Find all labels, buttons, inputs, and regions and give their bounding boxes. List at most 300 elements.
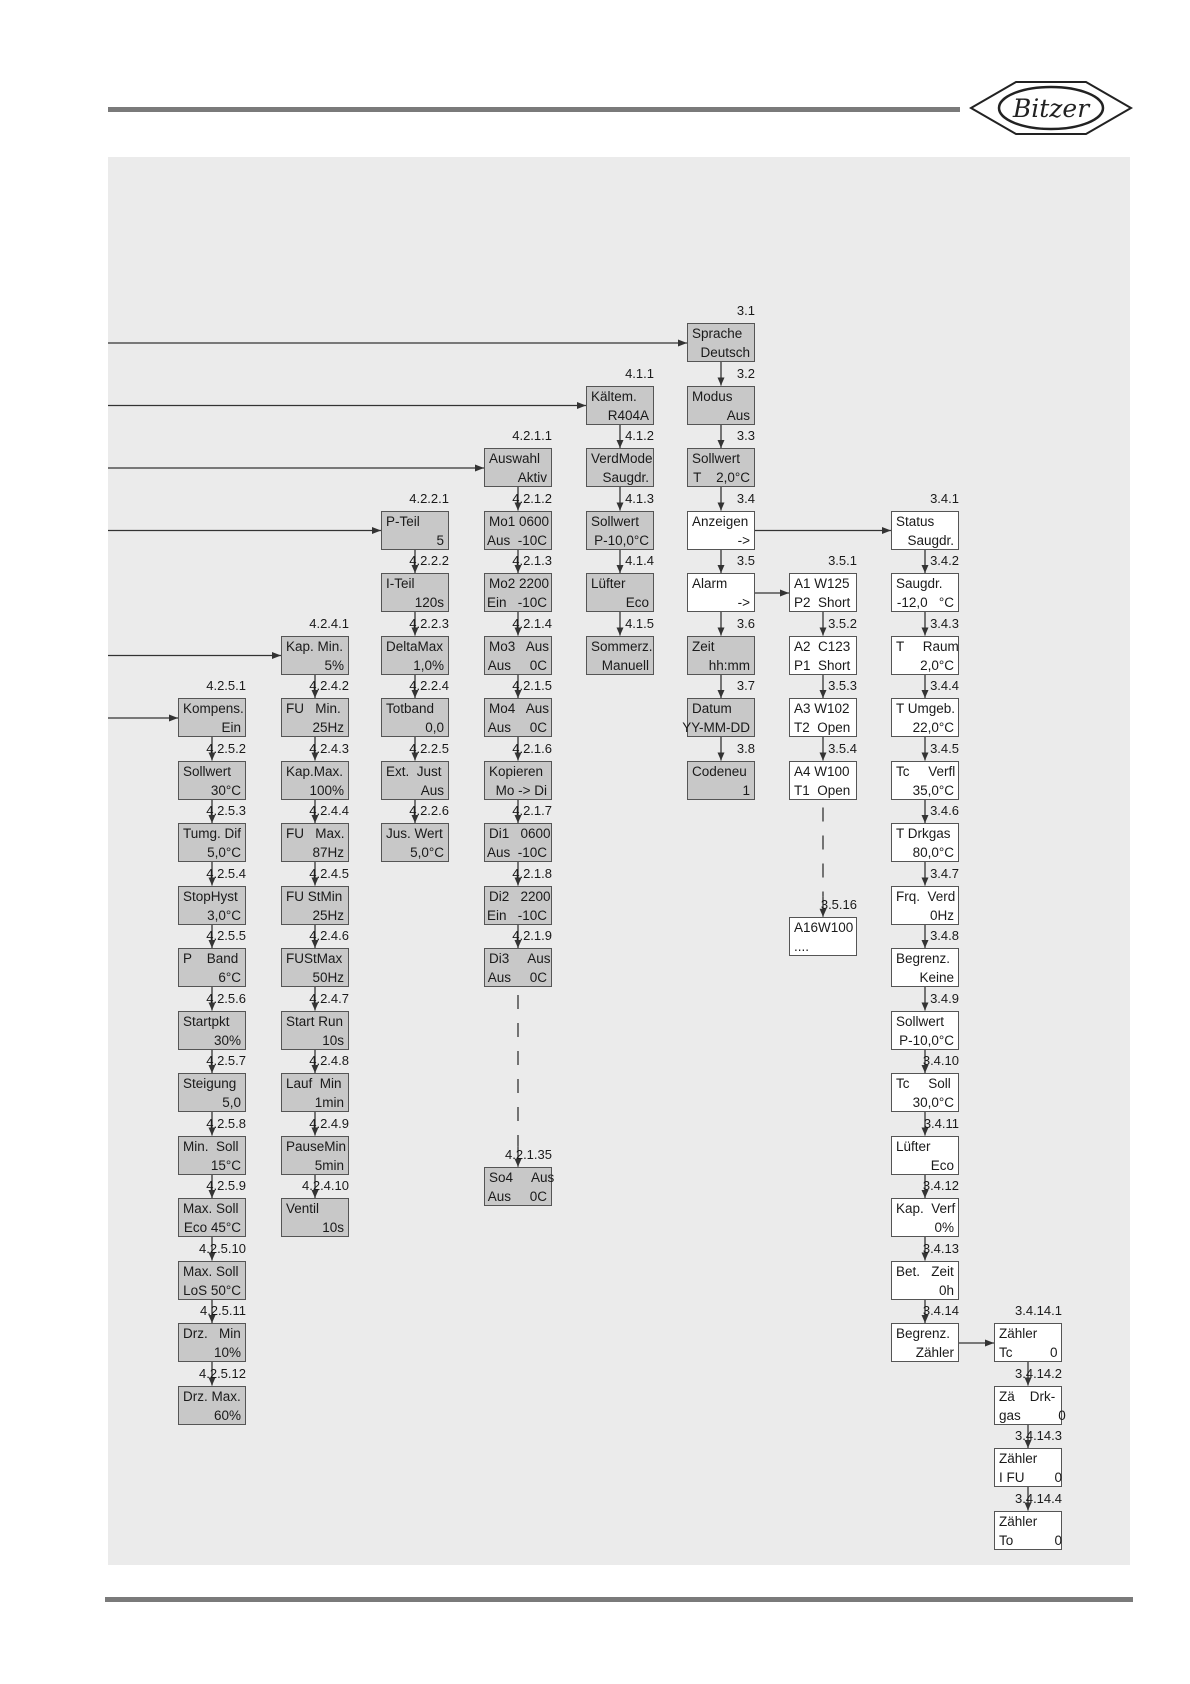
- logo-text: Bitzer: [1012, 94, 1090, 123]
- menu-number: 4.2.4.2: [309, 678, 349, 693]
- menu-number: 4.2.4.1: [309, 615, 349, 631]
- menu-box-line2: 100%: [309, 782, 344, 798]
- menu-box-line2: 5: [436, 532, 444, 548]
- menu-box-line1: Sollwert: [591, 513, 640, 529]
- menu-box-4-2-2-1: [381, 511, 449, 550]
- menu-number: 4.2.4.9: [309, 1115, 349, 1131]
- menu-box-3-4-14-1: [994, 1323, 1062, 1362]
- menu-box-4-2-1-4: [484, 636, 552, 675]
- menu-box-line2: 25Hz: [312, 720, 344, 735]
- menu-box-line1: Frq. Verd: [896, 888, 956, 904]
- menu-box-3-4-14-3: [994, 1448, 1062, 1487]
- menu-box-line2: 0h: [938, 1282, 954, 1298]
- menu-box-4-1-3: [586, 511, 654, 550]
- menu-number: 4.2.4.3: [309, 740, 349, 756]
- menu-box-line1: FU StMin: [286, 888, 343, 904]
- menu-box-line2: T 2,0°C: [693, 470, 750, 485]
- arrow-down: [820, 628, 827, 636]
- menu-box-line1: Lüfter: [591, 576, 626, 591]
- menu-box-line1: Lauf Min: [286, 1076, 342, 1091]
- menu-box-4-2-4-7: [281, 1011, 349, 1050]
- menu-number: 4.2.1.7: [512, 803, 552, 818]
- menu-number: 4.2.4.7: [309, 990, 349, 1006]
- arrow-right: [272, 652, 281, 659]
- menu-box-line2: 5,0: [222, 1095, 241, 1110]
- menu-number: 4.2.5.10: [199, 1240, 246, 1256]
- menu-box-3-5-1: [789, 573, 857, 612]
- menu-box-line1: T Drkgas: [896, 826, 951, 841]
- menu-box-4-1-1: [586, 386, 654, 425]
- menu-box-line1: A3 W102: [794, 701, 850, 716]
- menu-box-4-2-5-12: [178, 1386, 246, 1425]
- menu-number: 4.1.2: [625, 428, 654, 443]
- menu-number: 3.4.7: [930, 865, 959, 881]
- menu-box-line2: 35,0°C: [912, 782, 954, 798]
- menu-number: 4.2.4.4: [309, 803, 349, 818]
- menu-box-line1: P-Teil: [386, 513, 420, 529]
- menu-number: 4.2.1.6: [512, 740, 552, 756]
- menu-box-line1: Max. Soll: [183, 1201, 239, 1216]
- menu-box-line2: Aus 0C: [487, 657, 547, 673]
- menu-number: 4.2.2.3: [409, 615, 449, 631]
- menu-box-line1: Startpkt: [183, 1013, 230, 1029]
- menu-box-line1: Datum: [692, 701, 732, 716]
- arrow-down: [922, 815, 929, 823]
- menu-box-line2: 1,0%: [413, 657, 444, 673]
- menu-box-line1: Kap.Max.: [286, 763, 344, 779]
- menu-box-line2: Mo -> Di: [495, 782, 547, 798]
- menu-box-line2: ->: [737, 595, 750, 610]
- menu-number: 3.4.2: [930, 553, 959, 568]
- arrow-down: [922, 940, 929, 948]
- menu-box-line2: Saugdr.: [907, 532, 954, 548]
- menu-box-line1: Kältem.: [591, 388, 637, 404]
- menu-box-line2: 0%: [934, 1220, 954, 1235]
- menu-number: 4.1.4: [625, 553, 654, 568]
- menu-number: 3.5.3: [828, 678, 857, 693]
- menu-box-line1: Min. Soll: [183, 1138, 239, 1154]
- menu-box-3-4-4: [891, 698, 959, 737]
- menu-number: 4.2.1.1: [512, 428, 552, 443]
- menu-box-line1: Zähler: [999, 1513, 1038, 1529]
- menu-box-line2: LoS 50°C: [183, 1282, 241, 1298]
- menu-box-line2: To 0: [999, 1532, 1063, 1548]
- menu-box-3-4-7: [891, 886, 959, 925]
- menu-box-line1: FUStMax: [286, 951, 343, 966]
- menu-box-line1: Begrenz.: [896, 1326, 951, 1341]
- menu-box-line1: Jus. Wert: [386, 826, 443, 841]
- menu-box-line1: Sollwert: [692, 451, 741, 466]
- menu-box-line1: Kompens.: [183, 701, 244, 716]
- menu-box-line2: Manuell: [601, 657, 649, 673]
- menu-box-line2: Saugdr.: [602, 470, 649, 485]
- menu-number: 3.4.14.3: [1015, 1428, 1062, 1443]
- menu-number: 4.2.5.2: [206, 740, 246, 756]
- menu-box-line2: T2 Open: [794, 720, 851, 735]
- menu-box-line2: Ein -10C: [486, 907, 547, 923]
- menu-box-line1: Zähler: [999, 1326, 1038, 1341]
- menu-box-line1: A4 W100: [794, 763, 850, 779]
- menu-box-line1: Di1 0600: [489, 826, 551, 841]
- menu-number: 3.8: [736, 740, 755, 756]
- menu-number: 4.1.1: [625, 365, 654, 381]
- arrow-down: [617, 565, 624, 573]
- menu-number: 4.2.2.6: [409, 803, 449, 818]
- menu-number: 3.4.5: [930, 740, 959, 756]
- menu-box-4-2-2-6: [381, 823, 449, 862]
- menu-box-line1: Tumg. Dif: [183, 826, 242, 841]
- menu-box-line2: Aus -10C: [486, 845, 547, 860]
- menu-box-line1: Zeit: [692, 638, 715, 654]
- menu-number: 4.2.5.6: [206, 990, 246, 1006]
- menu-box-line1: Codeneu: [692, 763, 747, 779]
- menu-box-4-2-5-2: [178, 761, 246, 800]
- menu-box-line1: Saugdr.: [896, 576, 943, 591]
- menu-box-line1: Tc Soll: [896, 1076, 951, 1091]
- menu-box-line1: FU Min.: [286, 701, 341, 716]
- menu-box-4-2-4-1: [281, 636, 349, 675]
- arrow-down: [718, 628, 725, 636]
- menu-box-line2: 60%: [213, 1407, 241, 1423]
- menu-box-line1: Sommerz.: [591, 638, 653, 654]
- menu-box-line2: hh:mm: [708, 657, 750, 673]
- menu-box-line1: Auswahl: [489, 451, 541, 466]
- menu-number: 4.2.4.5: [309, 865, 349, 881]
- menu-box-4-2-5-3: [178, 823, 246, 862]
- menu-box-3-3: [687, 448, 755, 487]
- menu-box-line1: So4 Aus: [489, 1169, 555, 1185]
- menu-box-line2: R404A: [607, 407, 649, 423]
- menu-box-line1: Kap. Verf: [896, 1201, 956, 1216]
- menu-number: 4.2.2.5: [409, 740, 449, 756]
- menu-box-line2: 2,0°C: [920, 657, 954, 673]
- menu-box-line2: Eco: [930, 1157, 954, 1173]
- arrow-down: [922, 628, 929, 636]
- menu-box-line1: A16W100: [794, 919, 854, 935]
- menu-box-line2: 25Hz: [312, 907, 344, 923]
- menu-box-line2: 120s: [414, 595, 444, 610]
- menu-box-4-2-1-9: [484, 948, 552, 987]
- menu-box-line2: Keine: [919, 970, 954, 985]
- menu-box-4-2-5-1: [178, 698, 246, 737]
- menu-box-3-4-12: [891, 1198, 959, 1237]
- menu-box-line1: Start Run: [286, 1013, 344, 1029]
- menu-box-3-8: [687, 761, 755, 800]
- arrow-down: [718, 503, 725, 511]
- menu-box-line2: 6°C: [218, 970, 241, 985]
- arrow-down: [922, 565, 929, 573]
- menu-box-line2: Aus 0C: [487, 1188, 547, 1204]
- menu-box-line1: P Band: [183, 951, 239, 966]
- menu-box-line2: Aus: [726, 407, 750, 423]
- menu-box-4-2-4-6: [281, 948, 349, 987]
- menu-box-line1: A2 C123: [794, 638, 851, 654]
- menu-box-line1: T Umgeb.: [896, 701, 956, 716]
- menu-number: 4.2.5.3: [206, 803, 246, 818]
- menu-box-3-7: [682, 698, 755, 737]
- menu-box-4-2-4-8: [281, 1073, 349, 1112]
- menu-box-line2: 3,0°C: [207, 907, 241, 923]
- menu-box-line2: 22,0°C: [912, 720, 954, 735]
- arrow-down: [922, 1003, 929, 1011]
- arrow-down: [922, 690, 929, 698]
- menu-number: 3.4.14.1: [1015, 1303, 1062, 1318]
- menu-box-line2: 80,0°C: [912, 845, 954, 860]
- menu-box-line1: DeltaMax: [386, 638, 444, 654]
- menu-box-line2: YY-MM-DD: [682, 720, 750, 735]
- menu-number: 4.2.4.10: [302, 1178, 349, 1193]
- menu-number: 4.2.5.8: [206, 1115, 246, 1131]
- menu-box-4-2-4-4: [281, 823, 349, 862]
- menu-box-4-2-4-3: [281, 761, 349, 800]
- arrow-right: [678, 340, 687, 347]
- menu-number: 3.6: [736, 615, 755, 631]
- menu-box-line2: I FU 0: [999, 1470, 1063, 1485]
- menu-number: 4.2.1.4: [512, 615, 552, 631]
- menu-box-line2: -12,0 °C: [896, 595, 954, 610]
- menu-box-4-2-1-8: [484, 886, 552, 925]
- menu-number: 4.1.5: [625, 615, 654, 631]
- menu-box-4-2-1-2: [484, 511, 552, 550]
- menu-box-4-2-1-35: [484, 1167, 555, 1206]
- menu-box-line2: 0,0: [425, 720, 444, 735]
- arrow-down: [820, 753, 827, 761]
- menu-box-line2: Ein -10C: [486, 595, 547, 610]
- menu-box-line2: 15°C: [210, 1157, 241, 1173]
- arrow-down: [718, 753, 725, 761]
- menu-box-3-4-14-4: [994, 1511, 1062, 1550]
- menu-box-4-2-2-4: [381, 698, 449, 737]
- menu-box-4-2-1-1: [484, 448, 552, 487]
- menu-box-4-2-5-5: [178, 948, 246, 987]
- arrow-down: [922, 753, 929, 761]
- menu-box-3-4-10: [891, 1073, 959, 1112]
- menu-box-line1: Sollwert: [183, 763, 232, 779]
- menu-number: 4.2.1.3: [512, 553, 552, 568]
- menu-number: 4.2.5.5: [206, 928, 246, 943]
- menu-number: 4.2.1.9: [512, 928, 552, 943]
- menu-box-line1: T Raum: [896, 638, 959, 654]
- menu-number: 4.2.2.1: [409, 490, 449, 506]
- menu-box-line2: 10s: [322, 1032, 344, 1048]
- menu-number: 4.2.5.11: [199, 1303, 246, 1318]
- menu-box-3-4-11: [891, 1136, 959, 1175]
- arrow-right: [985, 1340, 994, 1347]
- menu-number: 4.2.1.2: [512, 490, 552, 506]
- menu-number: 3.1: [736, 303, 755, 318]
- menu-box-line1: I-Teil: [386, 576, 415, 591]
- menu-number: 3.4.6: [930, 803, 959, 818]
- menu-number: 4.1.3: [625, 490, 654, 506]
- menu-box-line2: 10%: [213, 1345, 241, 1360]
- menu-box-4-2-5-7: [178, 1073, 246, 1112]
- menu-number: 4.2.5.9: [206, 1178, 246, 1193]
- menu-box-4-2-4-2: [281, 698, 349, 737]
- menu-number: 4.2.5.12: [199, 1365, 246, 1381]
- menu-box-4-2-1-6: [484, 761, 552, 800]
- menu-box-line2: 1: [742, 782, 750, 798]
- arrow-right: [372, 527, 381, 534]
- menu-box-line2: 30,0°C: [912, 1095, 954, 1110]
- arrow-down: [617, 503, 624, 511]
- menu-box-line2: ....: [794, 938, 810, 954]
- menu-number: 4.2.4.6: [309, 928, 349, 943]
- menu-number: 3.4.13: [922, 1240, 959, 1256]
- menu-box-line1: Max. Soll: [183, 1263, 239, 1279]
- menu-number: 4.2.2.4: [409, 678, 449, 693]
- menu-number: 3.4.3: [930, 615, 959, 631]
- menu-box-3-5-3: [789, 698, 857, 737]
- menu-number: 4.2.4.8: [309, 1053, 349, 1068]
- menu-box-3-4-8: [891, 948, 959, 987]
- menu-number: 3.4.8: [930, 928, 959, 943]
- menu-box-line1: Mo1 0600: [489, 513, 550, 529]
- menu-number: 3.3: [736, 428, 755, 443]
- menu-box-line1: Totband: [386, 701, 435, 716]
- menu-box-line1: Sollwert: [896, 1013, 945, 1029]
- menu-box-line2: 0Hz: [929, 907, 954, 923]
- menu-box-line2: Deutsch: [700, 345, 750, 360]
- menu-box-line2: 87Hz: [312, 845, 344, 860]
- menu-box-3-4-1: [891, 511, 959, 550]
- menu-box-line1: StopHyst: [183, 888, 238, 904]
- menu-box-line2: T1 Open: [794, 782, 851, 798]
- menu-box-3-4-6: [891, 823, 959, 862]
- arrow-right: [169, 715, 178, 722]
- menu-box-line1: PauseMin: [286, 1138, 347, 1154]
- menu-box-line2: 5,0°C: [410, 845, 444, 860]
- menu-box-line1: Ventil: [286, 1201, 320, 1216]
- menu-box-line2: Eco: [625, 595, 649, 610]
- menu-box-line1: Zähler: [999, 1451, 1038, 1466]
- menu-number: 3.4.4: [930, 678, 959, 693]
- menu-box-line1: Steigung: [183, 1076, 237, 1091]
- menu-box-3-6: [687, 636, 755, 675]
- menu-number: 4.2.1.8: [512, 865, 552, 881]
- menu-box-line2: Eco 45°C: [183, 1220, 241, 1235]
- menu-box-3-5-2: [789, 636, 857, 675]
- menu-box-line1: FU Max.: [286, 826, 345, 841]
- menu-number: 4.2.1.5: [512, 678, 552, 693]
- menu-box-4-2-1-7: [484, 823, 552, 862]
- menu-box-3-4-14: [891, 1323, 959, 1362]
- menu-number: 3.4.14.2: [1015, 1365, 1062, 1381]
- arrow-down: [718, 565, 725, 573]
- menu-box-3-4-14-2: [994, 1386, 1066, 1425]
- menu-box-3-4-2: [891, 573, 959, 612]
- menu-box-line1: Modus: [692, 388, 733, 404]
- menu-box-line2: P-10,0°C: [899, 1032, 954, 1048]
- arrow-down: [718, 378, 725, 386]
- menu-box-line2: 5%: [324, 657, 344, 673]
- menu-box-line1: Mo4 Aus: [489, 701, 550, 716]
- arrow-down: [922, 878, 929, 886]
- menu-box-4-1-5: [586, 636, 654, 675]
- menu-box-line2: Aus 0C: [487, 720, 547, 735]
- arrow-right: [780, 590, 789, 597]
- menu-box-line2: ->: [737, 532, 750, 548]
- menu-number: 3.4.1: [930, 490, 959, 506]
- menu-box-3-2: [687, 386, 755, 425]
- menu-number: 3.5.4: [828, 740, 857, 756]
- menu-box-4-2-5-9: [178, 1198, 246, 1237]
- menu-box-line1: Kopieren: [489, 763, 544, 779]
- menu-number: 3.5.16: [820, 896, 857, 912]
- menu-box-line1: Drz. Max.: [183, 1388, 241, 1404]
- menu-number: 4.2.2.2: [409, 553, 449, 568]
- menu-box-line1: Zä Drk-: [999, 1388, 1056, 1404]
- menu-box-line2: 1min: [314, 1095, 344, 1110]
- menu-box-4-2-2-5: [381, 761, 449, 800]
- menu-box-line1: A1 W125: [794, 576, 850, 591]
- menu-box-line1: Tc Verfl: [896, 763, 956, 779]
- menu-box-line1: VerdMode: [591, 451, 653, 466]
- arrow-right: [475, 465, 484, 472]
- menu-box-line2: Aktiv: [517, 470, 547, 485]
- menu-box-line1: Mo3 Aus: [489, 638, 550, 654]
- arrow-down: [718, 440, 725, 448]
- menu-box-line2: 30°C: [210, 782, 241, 798]
- menu-box-line2: Zähler: [915, 1345, 954, 1360]
- arrow-right: [577, 402, 586, 409]
- menu-box-line1: Lüfter: [896, 1138, 931, 1154]
- menu-box-3-4-5: [891, 761, 959, 800]
- menu-number: 3.4.10: [922, 1053, 959, 1068]
- menu-box-line2: P1 Short: [794, 657, 851, 673]
- menu-number: 3.4.12: [922, 1178, 959, 1193]
- arrow-down: [718, 690, 725, 698]
- menu-number: 3.4.9: [930, 990, 959, 1006]
- menu-box-line2: Aus: [420, 782, 444, 798]
- menu-box-4-2-2-3: [381, 636, 449, 675]
- menu-box-4-2-5-4: [178, 886, 246, 925]
- menu-box-4-2-1-5: [484, 698, 552, 737]
- menu-number: 3.5.1: [828, 553, 857, 568]
- menu-number: 3.4.14: [922, 1303, 959, 1318]
- menu-box-line1: Begrenz.: [896, 951, 951, 966]
- menu-box-line2: gas 0: [999, 1407, 1066, 1423]
- menu-box-line2: 10s: [322, 1220, 344, 1235]
- menu-box-3-4-3: [891, 636, 959, 675]
- arrow-right: [882, 527, 891, 534]
- menu-number: 3.2: [736, 365, 755, 381]
- menu-box-3-5-16: [789, 917, 857, 956]
- menu-number: 4.2.5.4: [206, 865, 246, 881]
- menu-number: 4.2.5.1: [206, 678, 246, 693]
- menu-box-3-4-9: [891, 1011, 959, 1050]
- menu-box-line1: Alarm: [692, 576, 728, 591]
- menu-box-4-2-4-5: [281, 886, 349, 925]
- menu-box-line2: Aus 0C: [487, 970, 547, 985]
- menu-number: 3.5: [736, 553, 755, 568]
- menu-number: 4.2.1.35: [505, 1146, 552, 1162]
- menu-box-3-5-4: [789, 761, 857, 800]
- menu-box-line1: Sprache: [692, 326, 743, 341]
- menu-box-line1: Drz. Min: [183, 1326, 241, 1341]
- menu-box-line2: Aus -10C: [486, 532, 547, 548]
- menu-box-line1: Di2 2200: [489, 888, 551, 904]
- menu-box-4-1-4: [586, 573, 654, 612]
- menu-box-4-2-4-9: [281, 1136, 349, 1175]
- menu-box-4-2-4-10: [281, 1198, 349, 1237]
- menu-box-line2: 50Hz: [312, 970, 344, 985]
- menu-number: 3.7: [736, 678, 755, 693]
- arrow-down: [617, 440, 624, 448]
- menu-number: 3.4.14.4: [1015, 1490, 1062, 1506]
- menu-box-line2: P2 Short: [794, 595, 851, 610]
- arrow-down: [617, 628, 624, 636]
- menu-box-4-2-5-10: [178, 1261, 246, 1300]
